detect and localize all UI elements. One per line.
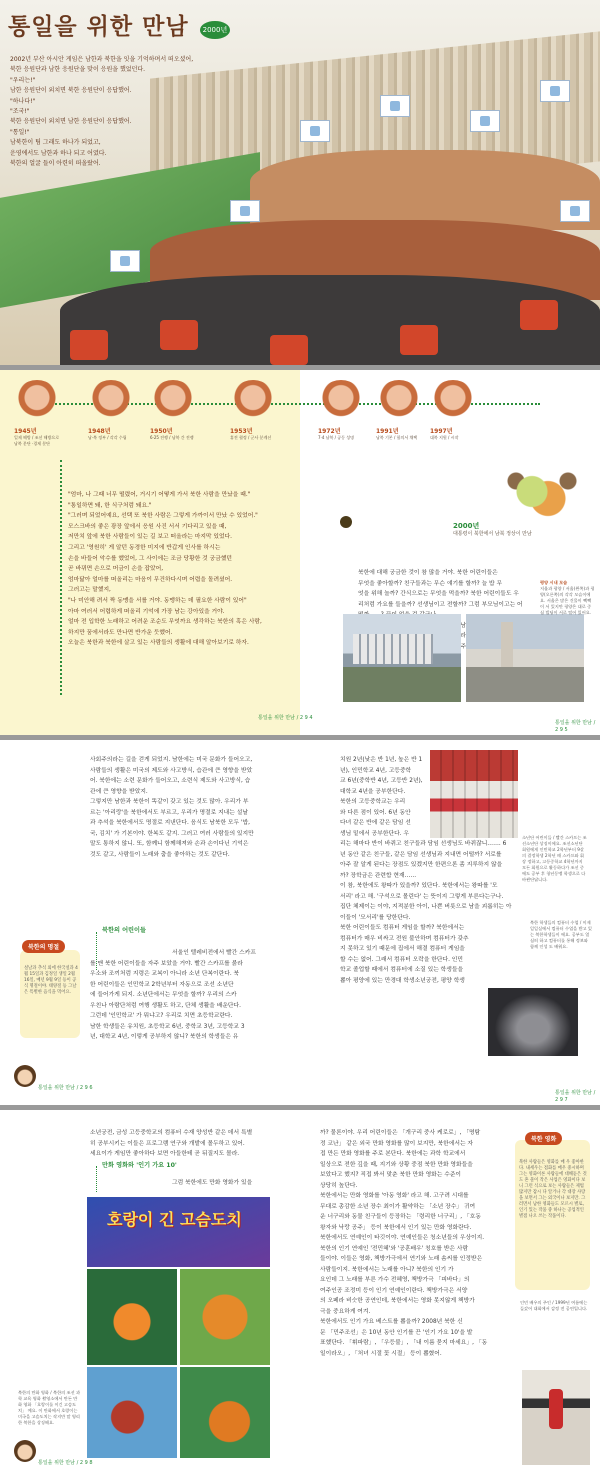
page-folio: 통일을 위한 만남 / 2 9 7 [555, 1090, 596, 1103]
body-line: 사람들의 생활은 미국의 제도와 사고방식, 습관에 큰 영향을 받았 [90, 767, 253, 774]
body-line: 년 동안 같은 친구들, 같은 담임 선생님과 지내면 어떨까? 서로를 [340, 851, 502, 858]
body-line: 까? 물론이야. 우리 어린이들은 「개구리 중사 케로로」, 「명탐 [320, 1130, 481, 1136]
side-note-title: 북한의 명절 [22, 940, 65, 953]
timeline-item [376, 380, 426, 441]
page-folio: 통일을 위한 만남 / 2 9 4 [258, 715, 313, 721]
body-line: 북한의 고등중학교는 우리 [340, 799, 406, 805]
body-line: 운 너구리와 동물 친구들이 등장하는 「령리한 너구리」, 「호동 [320, 1214, 481, 1220]
body-line: 지 못하고 있기 때문에 집에서 해결 컴퓨터 게임을 [340, 946, 465, 952]
timeline-desc: 남·북 정부 / 각각 수립 [88, 435, 127, 440]
timeline-desc: 7·4 남북 / 공동 성명 [318, 435, 354, 440]
body-line: 서리' 라고 해. '구석으로 몰린다' 는 뜻이지 그렇게 부른다는구나. [340, 893, 504, 900]
body-line: 생님 밑에서 공부한단다. 우 [340, 830, 409, 837]
mascot-icon [14, 1065, 36, 1087]
body-line: 까? 장학금은 관련합 현재…… [340, 872, 417, 879]
timeline-illustration [230, 380, 276, 424]
timeline-item [430, 380, 480, 441]
section-bullet-icon [340, 516, 352, 528]
body-line: 를 맨 북한 어린이들을 자주 보았을 거야. 빨간 스카프를 붉라 [90, 960, 243, 967]
milestone [453, 522, 532, 538]
summit-handshake-illustration [500, 460, 580, 530]
cartoon-stills [85, 1195, 272, 1460]
unification-flag [300, 120, 330, 142]
body-line: 우소와 조끼처럼 지령은 교복이 아니라 소년 단복이란다. 북 [90, 971, 240, 977]
body-line: 왕자와 낙랑 공주」 등이 북한에서 인기 있는 만화 영화란다. [320, 1224, 472, 1231]
dialogue-line: "그러며 되었어예요, 선택 또 북한 사람은 그렇게 가까이서 만났 수 있었어." [68, 513, 258, 520]
body-line: 여주인공 조정미 등이 인기 연예인이란다. 책방가극은 서양 [320, 1287, 468, 1294]
body-text [90, 755, 254, 860]
body-line: 할 수는 없어. 그래서 컴퓨터 오락을 한단다. 인민 [340, 956, 463, 963]
intro-line: "우리는!" [10, 76, 36, 84]
body-line: 사람들이지. 북한에서는 노래를 아니? 북한의 인기 가 [320, 1266, 454, 1273]
dialogue-line: 곧 바뀌면 손으로 머금이 손을 잡았어, [68, 566, 164, 573]
body-line: 와 다른 점이 있어. 6년 동안 [340, 809, 411, 816]
page-folio: 통일을 위한 만남 / 2 9 8 [38, 1460, 93, 1466]
body-line: 년, 대학교 4년, 이렇게 공부하지 않니? 북한의 학생들은 유 [90, 1034, 239, 1040]
timeline-item [14, 380, 64, 446]
intro-line: 2002년 부산 아시안 게임은 남한과 북한을 잇을 기억하며서 떠오셨어, [10, 56, 194, 63]
intro-line: 북한 응원단이 외치면 남한 응원단이 응답했어. [10, 118, 132, 126]
page-timeline [0, 370, 600, 735]
dialogue-line: "나 미안해 려서 짝 동맹을 서를 거야. 동맹하는 데 필요한 사람이 있어" [68, 597, 247, 604]
body-line: 북한의 인기 연예인 '전민혜'와 '공훈배우' 칭호를 받은 사람 [320, 1245, 469, 1252]
page-folio: 통일을 위한 만남 / 2 9 6 [38, 1085, 93, 1091]
body-line: 의 오페라 비슷한 공연인데, 북한에서는 영화 못지않게 책방가 [320, 1298, 475, 1304]
timeline-illustration [318, 380, 364, 424]
timeline-illustration [430, 380, 476, 424]
crowd-back [250, 150, 600, 230]
body-line: 엇을 위해 놀까? 간식으로는 무엇을 먹을까? 북한 어린이들도 우 [358, 591, 519, 597]
year-badge: 2000년 [200, 21, 231, 39]
body-line: 북한에서는 만화 영화를 '아동 영화' 라고 해. 고구려 시대를 [320, 1193, 469, 1199]
body-line: 대학교 4년을 공부한단다. [340, 788, 406, 795]
photo-caption: 북한 학생들의 컴퓨터 수업 / 이제 일일실에서 컴퓨터 수업을 받고 있는 북한학생들이 에요. 공부도 열심히 하고 컴퓨터를 통해 정보와 함께 인성 도 배워요. [530, 920, 592, 949]
body-line: 그렇지만 남한과 북한이 똑같이 갖고 있는 것도 많아. 우리가 부 [90, 799, 249, 805]
stadium-seat [70, 330, 108, 360]
side-note-title: 북한 영화 [525, 1132, 562, 1145]
sub-heading: 만화 영화와 '인기 가요 10' [102, 1162, 177, 1169]
cartoon-title: 호랑이 긴 고슴도치 [107, 1210, 242, 1229]
milestone-year: 2000년 [453, 522, 480, 530]
body-line: 북한에 대해 궁금한 것이 참 많을 거야. 북한 어린이들은 [358, 570, 498, 576]
timeline-item [150, 380, 200, 441]
body-line: 이 참, 북한에도 왕따가 있을까? 있단다. 북한에서는 왕따를 '모 [340, 883, 498, 889]
milestone-desc: 대통령이 북한에서 남북 정상이 만남 [453, 531, 532, 537]
dialogue-line: 손을 바들어 악수를 했었어, 그 사이에는 조금 당황한 것 궁금했던 [68, 555, 233, 562]
dialogue-line: 아마 여러서 어렵하게 떠올리 기억에 가장 남는 강아있을 거야. [68, 608, 225, 615]
computer-class-photo [488, 988, 578, 1056]
body-text [90, 948, 256, 1043]
intro-line: 남북한이 팀 그래도 하나가 되었고, [10, 139, 101, 147]
side-note-box [20, 950, 80, 1038]
body-line: 정 코난」 같은 외국 만화 영화를 많이 보지만, 북한에서는 자 [320, 1140, 474, 1147]
body-line: 서울인 텔레비전에서 빨간 스카프 [172, 950, 256, 956]
body-line: 표했단다. 「휘파람」, 「우등불」, 「내 이름 묻지 마세요」, 「동 [320, 1340, 488, 1346]
timeline-desc: 대북 지원 / 시작 [430, 435, 459, 440]
body-line: 일상으로 전한 깊을 때, 지기와 상황 중점 북한 만화 영화들을 [320, 1161, 473, 1168]
intro-line: 남한 응원단이 외치면 북한 응원단이 응답했어. [10, 87, 132, 95]
unification-flag [560, 200, 590, 222]
dialogue-line: 하지만 꿈에서라도 만나면 반가운 듯했어. [68, 629, 173, 636]
body-line: 집단 체제이는 이야, 지적분한 아이, 나쁜 버릇으로 남을 괴롭히는 아 [340, 904, 512, 910]
body-line: 다녀 같은 반에 같은 담임 선 [340, 820, 411, 826]
timeline-illustration [376, 380, 422, 424]
dialogue-line: "통일하면 돼, 한 식구처럼 돼요." [68, 502, 152, 509]
body-line: 소년궁전, 금성 고등중학교의 컴퓨터 수재 양성반 같은 데서 특별 [90, 1130, 253, 1136]
body-line: 문 「민주조선」은 10년 동안 인기를 끈 '인기 가요 10'을 발 [320, 1329, 473, 1336]
cartoon-panel [178, 1365, 272, 1460]
body-line: 세요이가 게임만 좋아하다 보면 아들한테 곧 뒤질지도 몰라. [90, 1151, 240, 1157]
cartoon-caption: 북한의 만화 영화 / 북한의 조선 과학 교육 영화 촬영소에서 만든 만화 영화 「호랑이를 이긴 고슴도치」 예요. 이 만화에서 호랑이는 미국을 고슴도치는 작지만 말 영리한 북한을 상징해요. [18, 1390, 80, 1425]
performer-photo [522, 1370, 590, 1465]
body-line: 우친나 아람단처럼 여행 생활도 하고, 단체 생활을 배운단다. [90, 1002, 241, 1009]
chapter-title-block [8, 8, 230, 41]
photo-caption: 인민 배우의 주인 / 1999년 여름에는 들갔어 대회에서 감정 전 공연입니다. [520, 1300, 588, 1311]
page-animation [0, 1110, 600, 1479]
body-line: 르는 '아리랑'을 북한에서도 부르고, 우리가 명절로 지내는 설날 [90, 809, 248, 816]
timeline-year: 1953년 [230, 428, 253, 435]
body-line: 히 공부시키는 이들은 프로그램 연구와 개발에 몰두하고 있어. [90, 1140, 245, 1147]
body-line: 말도 통하지 않니. 또, 함께니 함께해져와 손과 손이다닌 기억은 [90, 841, 249, 847]
body-line: 뽑아 평양에 있는 만경대 학생소년궁전, 평양 학생 [340, 977, 465, 984]
page-children [0, 740, 600, 1105]
timeline-year: 1991년 [376, 428, 399, 435]
unification-flag [380, 95, 410, 117]
body-line: 관에 큰 영향을 받았지. [90, 788, 148, 795]
dialogue-line: 모스크바의 좋은 광장 앞에서 응원 사진 서서 기다리고 있을 때, [68, 523, 227, 530]
body-line: 보았다고 했지? 직접 봐서 맞춘 북한 만화 영화는 수준이 [320, 1172, 462, 1178]
body-text [172, 1178, 252, 1189]
body-line: 리는 해마다 반이 바뀌고 친구들과 담임 선생님도 바뀌잖니……. 6 [340, 841, 507, 847]
stadium-seat [270, 335, 308, 365]
timeline-year: 1972년 [318, 428, 341, 435]
body-line: 일이라오」, 「처녀 시절 꽃 시절」 등이 뽑혔어. [320, 1350, 442, 1357]
timeline-item [230, 380, 280, 441]
body-text [90, 1128, 252, 1160]
body-line: 상당히 높단다. [320, 1182, 358, 1189]
body-line: 아주 잘 알게 된다는 장점도 있겠지만 한편으론 좀 지루하지 않을 [340, 862, 503, 868]
dialogue-line: 그러고는 말했지, [68, 587, 111, 594]
timeline-year: 1945년 [14, 428, 37, 435]
dialogue-line: 오늘은 북한과 북한에 살고 있는 사람들의 생활에 대해 알아보기로 하자. [68, 640, 249, 647]
sub-heading-rule [96, 1166, 97, 1192]
body-line: 북한 어린이들도 컴퓨터 게임을 할까? 북한에서는 [340, 925, 465, 931]
body-line: 컴퓨터가 매우 비싸고 전원 불안하며 컴퓨터가 갖추 [340, 935, 469, 942]
photo-caption-text: 저울과 평양 / 서울(왼쪽)과 평양(오른쪽)의 각각 모습이에요. 서울은 많은 건물이 빽빽이 서 있지만 평양은 대로 중심 빌딩이 서로 떨어 있어요. [540, 586, 595, 615]
timeline-year: 1950년 [150, 428, 173, 435]
dialogue-line: "엄마, 나 그때 너무 떨렸어, 거시기 어떻게 가서 북한 사람을 만났을 때." [68, 492, 251, 498]
cartoon-panel [85, 1267, 179, 1367]
crowd-front [60, 275, 600, 365]
body-line: 학교 졸업할 때에서 컴퓨터에 소질 있는 학생들을 [340, 967, 464, 973]
body-line: 리처럼 가요를 들을까? 선생님이고 전할까? 그럼 부모님이고는 어 [358, 601, 523, 608]
timeline-illustration [88, 380, 134, 424]
body-line: 그럼 북한에도 만화 영화가 있을 [172, 1180, 253, 1186]
body-line: 북한에서도 인기 가요 베스트를 뽑을까? 2008년 북한 신 [320, 1319, 463, 1325]
body-line: 교 6년(중학반 4년, 고등반 2년), [340, 778, 423, 784]
unification-flag [540, 80, 570, 102]
page-stadium-illustration [0, 0, 600, 365]
body-line: 그런데 '인민학교' 가 뭐냐고? 우리로 치면 초등학교란다. [90, 1013, 233, 1019]
chapter-title: 통일을 위한 만남 [8, 13, 189, 40]
intro-text [10, 55, 195, 169]
page-folio: 통일을 위한 만남 / 2 9 5 [555, 720, 596, 733]
cartoon-panel [85, 1365, 179, 1460]
body-line: 들이야. 이들은 영화, 책방가극에서 연기와 노래 솜씨를 인정받은 [320, 1256, 483, 1262]
timeline-illustration [14, 380, 60, 424]
timeline-year: 1948년 [88, 428, 111, 435]
unification-flag [470, 110, 500, 132]
intro-line: "통일!" [10, 128, 30, 136]
timeline-desc: 6·25 전쟁 / 남북 간 전쟁 [150, 435, 194, 440]
dialogue-line: 얼마 전 입학한 노래하고 어려운 조순도 무엇까요 생각하는 북한의 혹은 사람, [68, 619, 262, 626]
intro-line: 운영에서도 남한과 하나 되고 어였다. [10, 149, 107, 157]
dialogue-line: 그리고 '영원히' 게 알던 동경한 미지에 반갑게 인사를 하시는 [68, 544, 221, 551]
body-line: 과 추석을 북한에서도 명절로 지낸단다. 음식도 남북한 모두 '밥, [90, 820, 251, 826]
side-note-text: 북한 사람들은 영화를 매 우 좋아한다. 내세우는 점화를 매우 중시하며 그는 영화이론 사람들에 대해듣은 것도 흔 물이 작은 사업은 영화이다 보니 그런 식으로 보는 사람들은 제법 많지만 잠시 다 알거나 각 대장 사랑을 보면서 그는 외국이나 보지만. 그러면서 남한 영화들도 모르시 별로, 인기 있는 작품 중 하나는 공업적인 별점 나오 쓰는 작품이다. [519, 1160, 587, 1219]
cartoon-panel [178, 1267, 272, 1367]
body-line: 무엇을 좋아할까? 친구들과는 무슨 얘기를 할까? 늘 밥 무 [358, 580, 503, 587]
body-line: 접 만든 만화 영화를 주로 본단다. 북한에는 과학 학교에서 [320, 1151, 466, 1157]
unification-flag [230, 200, 260, 222]
mascot-icon [14, 1440, 36, 1462]
photo-caption-title: 평양 시내 모습 [540, 580, 568, 585]
body-line: 사회주의라는 길을 걷게 되었지. 남한에는 미국 문화가 들어오고, [90, 757, 253, 763]
stadium-seat [160, 320, 198, 350]
side-note-box [515, 1140, 590, 1290]
intro-line: 북한의 얼굴 들이 아련히 떠올랐어. [10, 160, 101, 168]
body-line: 북한에서도 연예인이 타깃이야. 연예인들은 청소년들의 우상이지. [320, 1235, 485, 1241]
timeline-desc: 남북 기본 / 합의서 채택 [376, 435, 418, 440]
body-line: 어. 북한에는 소련 문화가 들어오고, 소련식 제도와 사고방식, 습 [90, 778, 251, 784]
intro-line: 북한 응원단과 남한 응원단을 맞이 응원을 했었던다. [10, 66, 146, 74]
dialogue-line: 엄마닮아 얼마를 떠올리는 마음이 무건하다시며 어렵을 돌려셨어. [68, 576, 233, 583]
body-line: 것도 같고, 사람들이 노래와 춤을 좋아하는 것도 같단다. [90, 851, 230, 858]
body-line: 년), 인민학교 4년, 고등중학 [340, 767, 412, 774]
pyongyang-city-photo [466, 614, 584, 702]
photo-caption [540, 580, 595, 616]
body-line: 에 들어가게 되지. 소년단에서는 무엇을 할까? 우리의 스카 [90, 992, 237, 998]
body-line: 극을 중요하게 여겨. [320, 1308, 371, 1315]
timeline-year: 1997년 [430, 428, 453, 435]
body-line: 한 어린이들은 인민학교 2학년부터 자동으로 조선 소년단 [90, 981, 234, 988]
photo-caption: 소년단 어린이들 / 빨간 스카프는 조선소년단 상징이에요. 조선소년단 회원에게 인민학교 2학년부터 9살의 결정학생 2학년 때 스카프와 휘장 정하고, 고등중학교 4학년까지 모든 회원으로 활동하다가 조선 중에도 공부 후 청년동맹 학생으로 다 바뀐단답니다. [522, 835, 587, 882]
body-line: 무대로 총감한 소년 장수 최이가 활약하는 「소년 장수」 귀여 [320, 1203, 476, 1210]
sub-heading: 북한의 어린이들 [102, 927, 146, 934]
timeline-illustration [150, 380, 196, 424]
stadium-seat [400, 325, 438, 355]
young-pioneers-photo [430, 750, 518, 838]
dialogue-line: 저만치 앞에 북한 사람들이 있는 길 보고 떠올라는 마지막 있었다. [68, 534, 233, 541]
body-line: 남한 학생들은 유치원, 초등학교 6년, 중학교 3년, 고등학교 3 [90, 1023, 245, 1030]
unification-flag [110, 250, 140, 272]
seoul-city-photo [343, 614, 461, 702]
body-line: 이들이 '모서리'를 당한단다. [340, 914, 411, 921]
side-note-text: 설날과 추석 외에 한국설과 4월 15일과 김정일 생일 2월 16일, 매년 9월 9일 등이 공식 명절이야. 태양절 등 그날은 특별한 음식을 먹어요. [24, 966, 78, 995]
body-line: 국, 김치' 가 기본이야. 한복도 같지. 그러고 여러 사람들의 있지만 [90, 830, 254, 837]
body-line: 치원 2년(낮은 반 1년, 높은 반 1 [340, 757, 423, 763]
intro-line: "하나다!" [10, 97, 36, 105]
dialogue-text [68, 490, 293, 649]
timeline-item [318, 380, 368, 441]
body-text [320, 1128, 487, 1359]
intro-line: "조국!" [10, 108, 30, 116]
timeline-desc: 일제 해방 / 조선 해방으로 남북 분단 ·경제 분단 [14, 435, 60, 446]
cartoon-panel [85, 1195, 272, 1269]
body-line: 요인데 그 노래를 부른 가수 전혜영, 책방가극 「피바다」의 [320, 1277, 470, 1283]
timeline-item [88, 380, 138, 441]
stadium-seat [520, 300, 558, 330]
timeline-desc: 휴전 협정 / 군사 분계선 [230, 435, 272, 440]
